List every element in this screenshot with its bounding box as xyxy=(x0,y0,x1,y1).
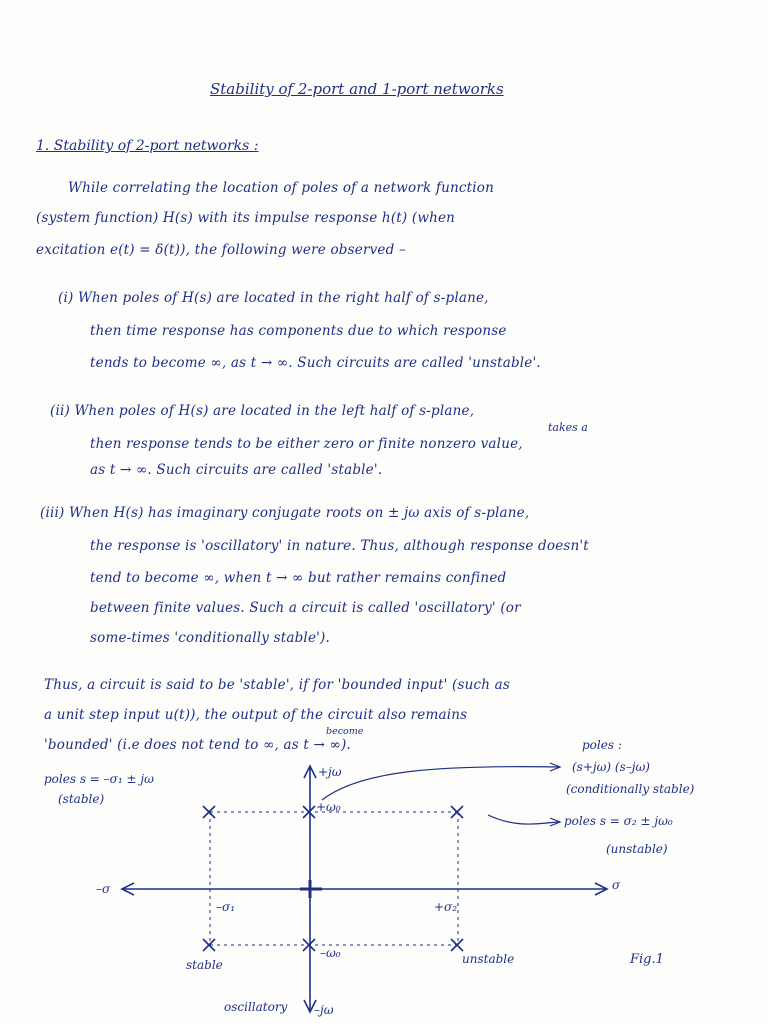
poles-conditional-sublabel: (conditionally stable) xyxy=(566,782,695,796)
case-i-line: then time response has components due to which response xyxy=(90,323,507,339)
case-ii-line: (ii) When poles of H(s) are located in the left half of s-plane, xyxy=(50,403,475,419)
conclusion-line: 'bounded' (i.e does not tend to ∞, as t → ∞). xyxy=(44,737,351,753)
intro-line: While correlating the location of poles of a network function xyxy=(68,180,495,196)
case-iii-line: tend to become ∞, when t → ∞ but rather remains confined xyxy=(90,570,507,586)
label-minus-w0: –ω₀ xyxy=(320,946,341,960)
axis-label-sigma: σ xyxy=(612,878,621,892)
case-iii-line: (iii) When H(s) has imaginary conjugate roots on ± jω axis of s-plane, xyxy=(40,505,530,521)
conclusion-line: Thus, a circuit is said to be 'stable', if for 'bounded input' (such as xyxy=(44,677,511,693)
conclusion-insert: become xyxy=(326,726,364,737)
case-iii-line: the response is 'oscillatory' in nature. Thus, although response doesn't xyxy=(90,538,589,554)
case-ii-line: then response tends to be either zero or finite nonzero value, xyxy=(90,436,523,452)
conclusion-line: a unit step input u(t)), the output of the circuit also remains xyxy=(44,707,468,723)
intro-line: excitation e(t) = δ(t)), the following were observed – xyxy=(36,242,406,258)
poles-stable-sublabel: (stable) xyxy=(58,792,105,806)
poles-stable-label: poles s = –σ₁ ± jω xyxy=(44,772,154,786)
callout-conditionally-stable xyxy=(322,767,560,800)
figure-label: Fig.1 xyxy=(630,952,664,967)
section-heading: 1. Stability of 2-port networks : xyxy=(36,138,259,154)
case-ii-insert: takes a xyxy=(548,421,588,434)
label-stable: stable xyxy=(186,958,223,972)
label-plus-sigma2: +σ₂ xyxy=(434,900,458,914)
axis-label-pos-jw: +jω xyxy=(318,765,342,779)
axis-label-neg-sigma: –σ xyxy=(96,882,111,896)
case-ii-line: as t → ∞. Such circuits are called 'stable'. xyxy=(90,462,383,478)
poles-conditional-expression: (s+jω) (s–jω) xyxy=(572,760,650,774)
poles-unstable-label: poles s = σ₂ ± jω₀ xyxy=(564,814,673,828)
case-i-line: tends to become ∞, as t → ∞. Such circuits are called 'unstable'. xyxy=(90,355,541,371)
poles-unstable-sublabel: (unstable) xyxy=(606,842,668,856)
label-plus-w0: +ω₀ xyxy=(316,800,341,814)
callout-unstable xyxy=(488,815,560,824)
page-title: Stability of 2-port and 1-port networks xyxy=(210,80,504,98)
case-iii-line: some-times 'conditionally stable'). xyxy=(90,630,331,646)
label-oscillatory: oscillatory xyxy=(224,1000,288,1014)
case-iii-line: between finite values. Such a circuit is called 'oscillatory' (or xyxy=(90,600,521,616)
label-minus-sigma1: –σ₁ xyxy=(216,900,236,914)
case-i-line: (i) When poles of H(s) are located in the right half of s-plane, xyxy=(58,290,489,306)
poles-conditional-label: poles : xyxy=(582,738,622,752)
pole-marks xyxy=(203,806,463,951)
axis-label-neg-jw: –jω xyxy=(314,1003,334,1017)
intro-line: (system function) H(s) with its impulse response h(t) (when xyxy=(36,210,456,226)
label-unstable: unstable xyxy=(462,952,515,966)
